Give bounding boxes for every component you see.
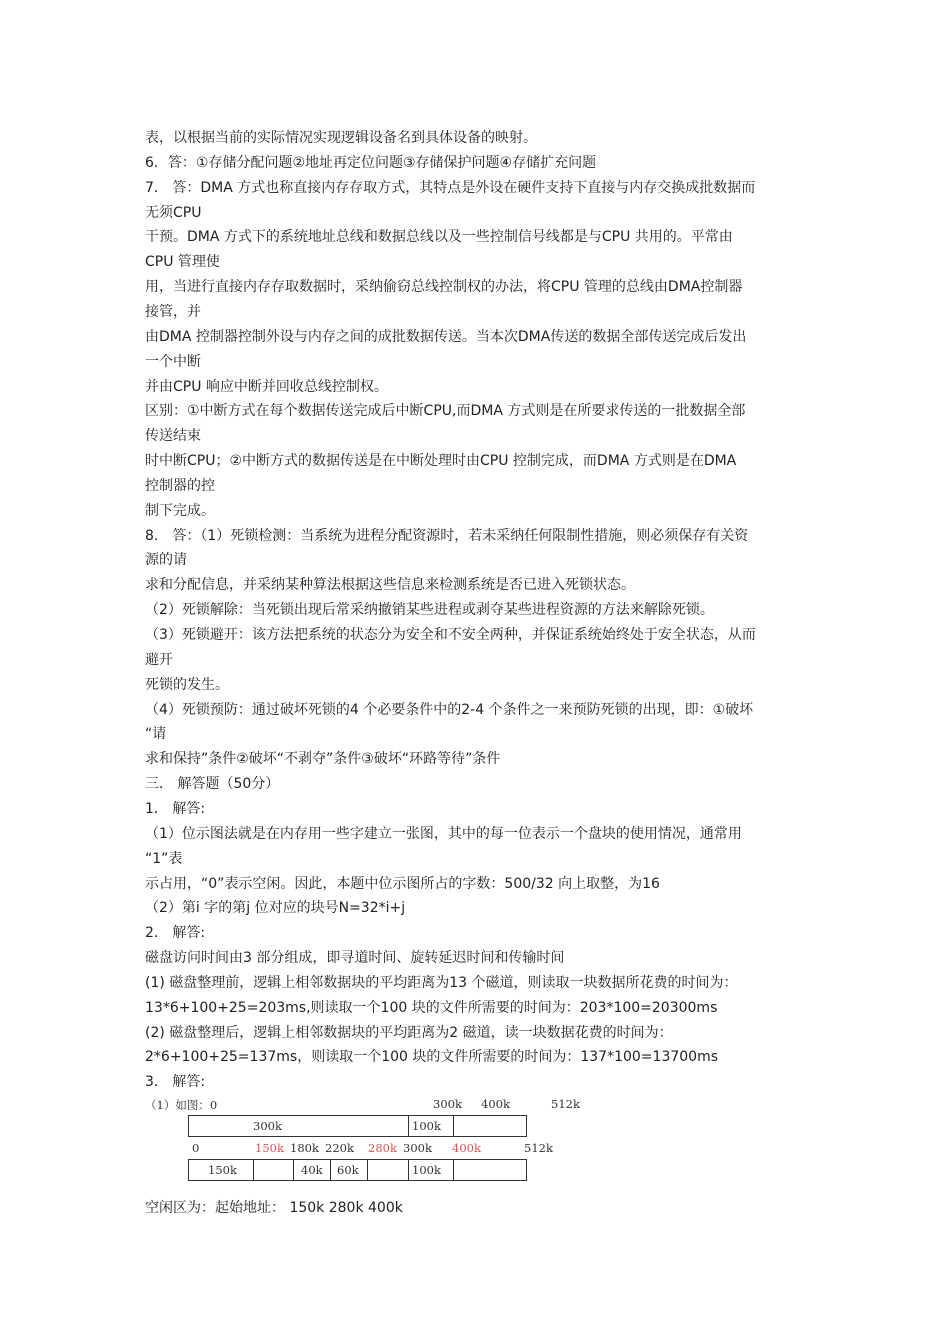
text-line: 源的请 — [145, 552, 187, 568]
text-line: （3）死锁避开：该方法把系统的状态分为安全和不安全两种，并保证系统始终处于安全状态，从而 — [145, 627, 756, 643]
mid-axis-150k: 150k — [255, 1141, 284, 1155]
text-line: 制下完成。 — [145, 503, 215, 519]
text-line: （4）死锁预防：通过破坏死锁的4 个必要条件中的2-4 个条件之一来预防死锁的出现，即：①破坏 — [145, 702, 754, 718]
text-line: 磁盘访问时间由3 部分组成，即寻道时间、旋转延迟时间和传输时间 — [145, 950, 565, 966]
segment-100k: 100k — [412, 1119, 441, 1133]
top-axis-400k: 400k — [481, 1097, 510, 1111]
divider — [453, 1115, 454, 1137]
divider — [293, 1159, 294, 1181]
text-line: 7． 答：DMA 方式也称直接内存存取方式，其特点是外设在硬件支持下直接与内存交换成批数据而 — [145, 180, 756, 196]
text-line: 三． 解答题（50分） — [145, 776, 280, 792]
segment-100k: 100k — [412, 1163, 441, 1177]
text-line: （2）死锁解除：当死锁出现后常采纳撤销某些进程或剥夺某些进程资源的方法来解除死锁。 — [145, 602, 714, 618]
text-line: 求和分配信息，并采纳某种算法根据这些信息来检测系统是否已进入死锁状态。 — [145, 577, 635, 593]
segment-60k: 60k — [337, 1163, 359, 1177]
divider — [408, 1115, 409, 1137]
text-line: 8． 答：（1）死锁检测：当系统为进程分配资源时，若未采纳任何限制性措施，则必须保存有关资 — [145, 528, 749, 544]
segment-300k: 300k — [253, 1119, 282, 1133]
text-line: “1”表 — [145, 851, 183, 867]
segment-40k: 40k — [301, 1163, 323, 1177]
text-line: 2． 解答: — [145, 925, 206, 941]
text-line: 一个中断 — [145, 354, 201, 370]
mid-axis-220k: 220k — [325, 1141, 354, 1155]
text-line: 6．答：①存储分配问题②地址再定位问题③存储保护问题④存储扩充问题 — [145, 155, 597, 171]
segment-150k: 150k — [208, 1163, 237, 1177]
text-line: 传送结束 — [145, 428, 201, 444]
divider — [367, 1159, 368, 1181]
mid-axis-180k: 180k — [290, 1141, 319, 1155]
text-line: 由DMA 控制器控制外设与内存之间的成批数据传送。当本次DMA传送的数据全部传送完成后发出 — [145, 329, 747, 345]
text-line: 死锁的发生。 — [145, 677, 229, 693]
top-axis-300k: 300k — [433, 1097, 462, 1111]
text-line: 表，以根据当前的实际情况实现逻辑设备名到具体设备的映射。 — [145, 130, 537, 146]
text-line: 求和保持”条件②破坏“不剥夺”条件③破坏“环路等待”条件 — [145, 751, 501, 767]
mid-axis-280k: 280k — [368, 1141, 397, 1155]
text-line: 用，当进行直接内存存取数据时，采纳偷窃总线控制权的办法，将CPU 管理的总线由DMA控制器 — [145, 279, 743, 295]
text-line: 避开 — [145, 652, 173, 668]
free-area-line: 空闲区为：起始地址： 150k 280k 400k — [145, 1200, 403, 1216]
top-axis-512k: 512k — [551, 1097, 580, 1111]
text-line: （2）第i 字的第j 位对应的块号N=32*i+j — [145, 900, 406, 916]
text-line: (1) 磁盘整理前，逻辑上相邻数据块的平均距离为13 个磁道，则读取一块数据所花费的时间为： — [145, 975, 738, 991]
divider — [330, 1159, 331, 1181]
mid-axis-300k: 300k — [403, 1141, 432, 1155]
text-line: (2) 磁盘整理后，逻辑上相邻数据块的平均距离为2 磁道，读一块数据花费的时间为： — [145, 1025, 673, 1041]
memory-allocation-figure — [145, 1094, 595, 1184]
text-line: 无须CPU — [145, 205, 202, 221]
text-line: 干预。DMA 方式下的系统地址总线和数据总线以及一些控制信号线都是与CPU 共用的。平常由 — [145, 229, 733, 245]
text-line: 13*6+100+25=203ms,则读取一个100 块的文件所需要的时间为：203*100=20300ms — [145, 1000, 718, 1016]
figure-caption: （1）如图：0 — [145, 1098, 218, 1112]
divider — [253, 1159, 254, 1181]
text-line: “请 — [145, 726, 167, 742]
text-line: 控制器的控 — [145, 478, 215, 494]
text-line: 示占用，“0”表示空闲。因此，本题中位示图所占的字数：500/32 向上取整，为16 — [145, 876, 660, 892]
divider — [453, 1159, 454, 1181]
mid-axis-400k: 400k — [452, 1141, 481, 1155]
text-line: 1． 解答: — [145, 801, 206, 817]
text-line: 2*6+100+25=137ms，则读取一个100 块的文件所需要的时间为：137*100=13700ms — [145, 1049, 719, 1065]
memory-bar-before — [188, 1115, 527, 1137]
text-line: 接管，并 — [145, 304, 201, 320]
text-line: 并由CPU 响应中断并回收总线控制权。 — [145, 379, 388, 395]
text-line: 区别：①中断方式在每个数据传送完成后中断CPU,而DMA 方式则是在所要求传送的一批数据全部 — [145, 403, 746, 419]
divider — [408, 1159, 409, 1181]
text-line: CPU 管理使 — [145, 254, 220, 270]
text-line: （1）位示图法就是在内存用一些字建立一张图，其中的每一位表示一个盘块的使用情况，通常用 — [145, 826, 742, 842]
text-line: 3． 解答: — [145, 1074, 206, 1090]
text-line: 时中断CPU；②中断方式的数据传送是在中断处理时由CPU 控制完成，而DMA 方式则是在DMA — [145, 453, 737, 469]
mid-axis-0: 0 — [192, 1141, 200, 1155]
mid-axis-512k: 512k — [524, 1141, 553, 1155]
